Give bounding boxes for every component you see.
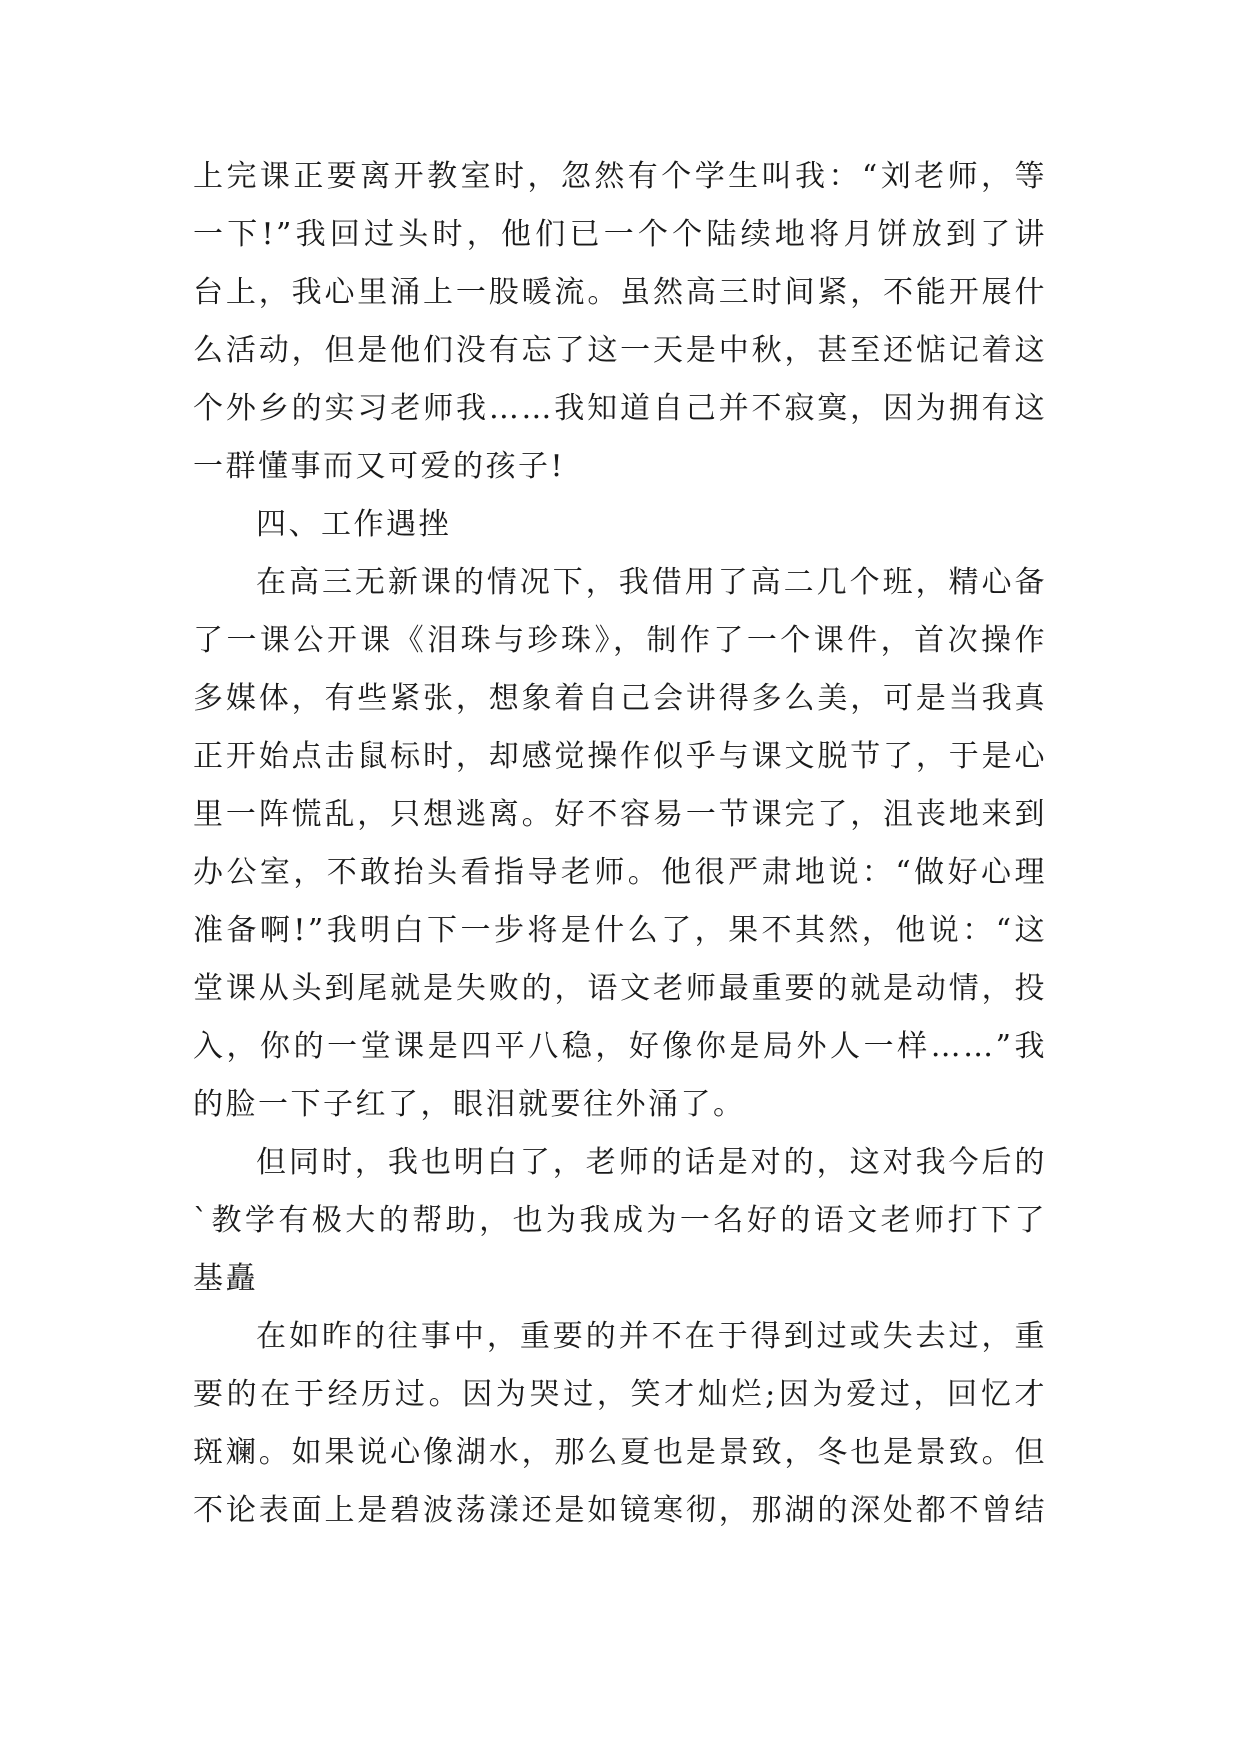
text-line: 堂课从头到尾就是失败的，语文老师最重要的就是动情，投 bbox=[193, 971, 1047, 1006]
paragraph-first-line: 在高三无新课的情况下，我借用了高二几个班，精心备 bbox=[256, 565, 1047, 600]
text-line: 个外乡的实习老师我……我知道自己并不寂寞，因为拥有这 bbox=[193, 391, 1047, 426]
text-line: 一下!”我回过头时，他们已一个个陆续地将月饼放到了讲 bbox=[193, 217, 1047, 252]
text-line: `教学有极大的帮助，也为我成为一名好的语文老师打下了 bbox=[193, 1203, 1047, 1238]
text-line: 了一课公开课《泪珠与珍珠》，制作了一个课件，首次操作 bbox=[193, 623, 1047, 658]
text-line: 正开始点击鼠标时，却感觉操作似乎与课文脱节了，于是心 bbox=[193, 739, 1047, 774]
text-line: 多媒体，有些紧张，想象着自己会讲得多么美，可是当我真 bbox=[193, 681, 1047, 716]
text-line: 要的在于经历过。因为哭过，笑才灿烂;因为爱过，回忆才 bbox=[193, 1377, 1047, 1412]
paragraph-first-line: 在如昨的往事中，重要的并不在于得到过或失去过，重 bbox=[256, 1319, 1047, 1354]
text-line: 的脸一下子红了，眼泪就要往外涌了。 bbox=[193, 1087, 746, 1122]
text-line: 么活动，但是他们没有忘了这一天是中秋，甚至还惦记着这 bbox=[193, 333, 1047, 368]
text-line: 准备啊!”我明白下一步将是什么了，果不其然，他说：“这 bbox=[193, 913, 1047, 948]
text-line: 不论表面上是碧波荡漾还是如镜寒彻，那湖的深处都不曾结 bbox=[193, 1493, 1047, 1528]
text-line: 台上，我心里涌上一股暖流。虽然高三时间紧，不能开展什 bbox=[193, 275, 1047, 310]
text-line: 上完课正要离开教室时，忽然有个学生叫我：“刘老师，等 bbox=[193, 159, 1047, 194]
text-line: 里一阵慌乱，只想逃离。好不容易一节课完了，沮丧地来到 bbox=[193, 797, 1047, 832]
document-body bbox=[193, 148, 1047, 1540]
text-line: 一群懂事而又可爱的孩子! bbox=[193, 449, 566, 484]
section-heading: 四、工作遇挫 bbox=[256, 507, 451, 542]
text-line: 基矗 bbox=[193, 1261, 258, 1296]
text-line: 斑斓。如果说心像湖水，那么夏也是景致，冬也是景致。但 bbox=[193, 1435, 1047, 1470]
text-line: 入，你的一堂课是四平八稳，好像你是局外人一样……”我 bbox=[193, 1029, 1047, 1064]
paragraph-first-line: 但同时，我也明白了，老师的话是对的，这对我今后的 bbox=[256, 1145, 1047, 1180]
text-line: 办公室，不敢抬头看指导老师。他很严肃地说：“做好心理 bbox=[193, 855, 1047, 890]
